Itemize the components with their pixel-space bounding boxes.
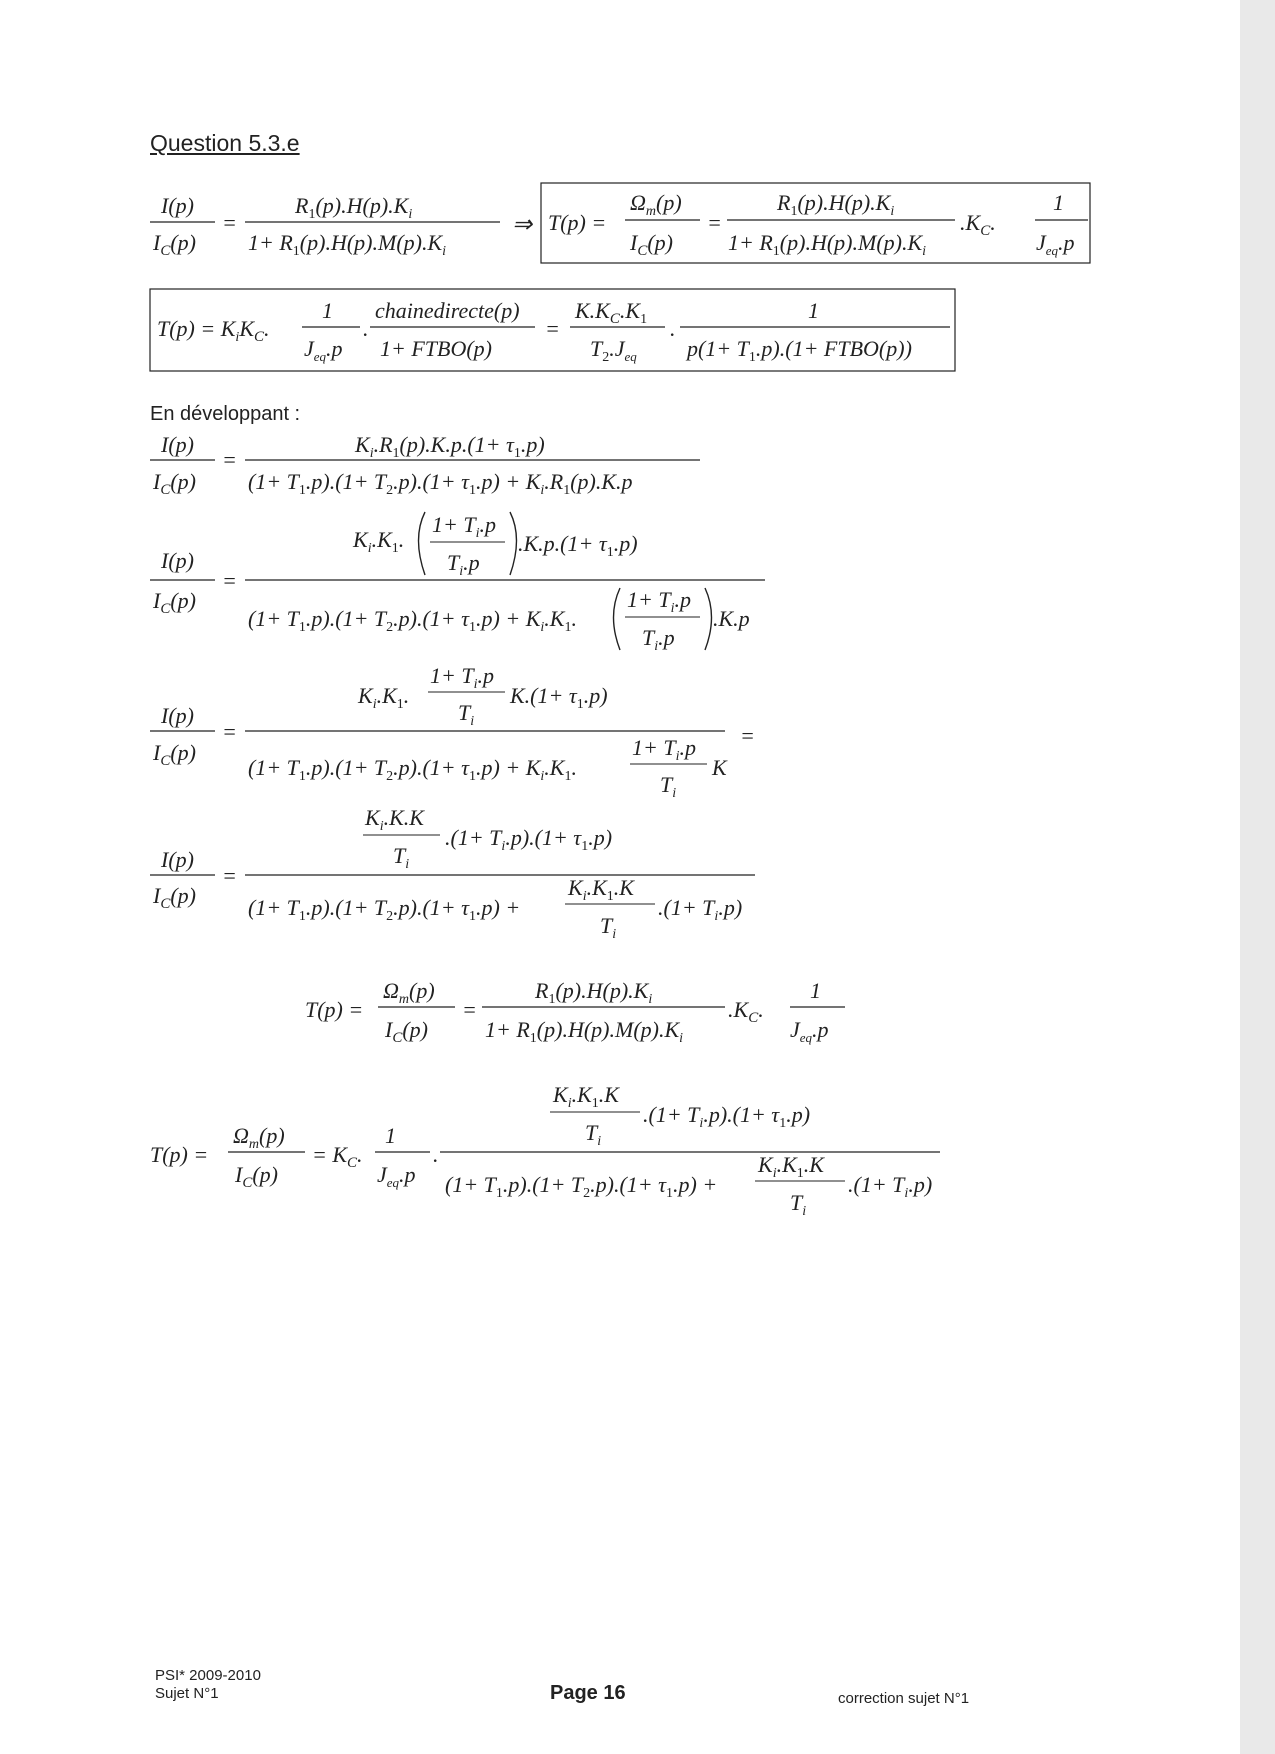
svg-text:1: 1 — [808, 298, 819, 323]
svg-text:(1+ T1.p).(1+ T2.p).(1+ τ1.p): $(1+ T_1.p).(1+ T_2.p).(1+ \tau_1.p) + K_i.R_1(p).K.p$ — [248, 469, 633, 498]
footer-right: correction sujet N°1 — [838, 1690, 970, 1707]
svg-text:Ki.K1.K: $K_i.K_1.K$ — [568, 875, 634, 904]
svg-text:Ti.p: $T_i.p$ — [642, 625, 675, 654]
svg-text:Ki.K.K: $K_i.K.K$ — [365, 805, 424, 834]
equation-7 — [150, 805, 755, 942]
svg-text:I(p): I(p) — [161, 548, 194, 573]
svg-text:.K.p.(1+ τ1.p): $.K.p.(1+ \tau_1.p)$ — [518, 531, 638, 560]
svg-text:R1(p).H(p).Ki: $R_1(p).H(p).K_i$ — [535, 978, 653, 1007]
question-heading: Question 5.3.e — [150, 130, 300, 156]
equation-3 — [157, 298, 950, 365]
svg-text:=: = — [222, 210, 237, 235]
svg-text:1+ R1(p).H(p).M(p).Ki: $1+ R_1(p).H(p).M(p).K_i$ — [485, 1017, 684, 1046]
e1-lhs-num: I(p) — [161, 193, 194, 218]
footer-course: PSI* 2009-2010 — [155, 1667, 261, 1684]
svg-text:=: = — [222, 447, 237, 472]
svg-text:=: = — [222, 719, 237, 744]
svg-text:.: . — [433, 1142, 439, 1167]
footer-left — [155, 1667, 261, 1703]
svg-text:=: = — [222, 568, 237, 593]
equation-6 — [150, 663, 755, 801]
svg-text:Ti: $T_i$ — [790, 1190, 807, 1219]
svg-text:Ti: $T_i$ — [660, 772, 677, 801]
svg-text:(1+ T1.p).(1+ T2.p).(1+ τ1.p): $(1+ T_1.p).(1+ T_2.p).(1+ \tau_1.p)$ + — [445, 1172, 718, 1201]
svg-text:I(p): I(p) — [161, 703, 194, 728]
svg-text:1: 1 — [1053, 190, 1064, 215]
equation-2 — [548, 190, 1088, 259]
equation-9 — [150, 1082, 940, 1219]
svg-text:1+ Ti.p: $1+ T_i.p$ — [432, 512, 496, 541]
svg-text:1+ Ti.p: $1+ T_i.p$ — [430, 663, 494, 692]
svg-text:I(p): I(p) — [161, 847, 194, 872]
svg-text:.KC.: $.K_C$. — [728, 997, 764, 1026]
svg-text:.: . — [363, 316, 369, 341]
svg-text:=: = — [462, 997, 477, 1022]
svg-text:IC(p): $I_C(p)$ — [385, 1017, 428, 1046]
svg-text:IC(p): $I_C(p)$ — [153, 883, 196, 912]
footer-subject: Sujet N°1 — [155, 1685, 219, 1702]
svg-text:.(1+ Ti.p): $.(1+ T_i.p)$ — [848, 1172, 933, 1201]
implies-arrow: ⇒ — [512, 212, 533, 238]
e1-rhs-num: $R_1(p).H(p).K_i$ — [295, 193, 413, 222]
svg-text:Ti: $T_i$ — [585, 1120, 602, 1149]
svg-text:IC(p): $I_C(p)$ — [153, 469, 196, 498]
svg-text:chainedirecte(p): chainedirecte(p) — [375, 298, 520, 323]
svg-text:T2.Jeq: $T_2.J_{eq}$ — [590, 336, 637, 365]
svg-text:.KC.: $.K_C$. — [960, 210, 996, 239]
svg-text:1: 1 — [385, 1123, 396, 1148]
svg-text:Ti.p: $T_i.p$ — [447, 550, 480, 579]
svg-text:Ti: $T_i$ — [600, 913, 617, 942]
svg-text:(1+ T1.p).(1+ T2.p).(1+ τ1.p): $(1+ T_1.p).(1+ T_2.p).(1+ \tau_1.p)$ + — [248, 895, 521, 924]
svg-text:1+ FTBO(p): 1+ FTBO(p) — [380, 336, 492, 361]
svg-text:(1+ T1.p).(1+ T2.p).(1+ τ1.p): $(1+ T_1.p).(1+ T_2.p).(1+ \tau_1.p) + K_i.K_1$. — [248, 755, 577, 784]
svg-text:I(p): I(p) — [161, 432, 194, 457]
svg-text:1+ R1(p).H(p).M(p).Ki: $1+ R_1(p).H(p).M(p).K_i$ — [248, 230, 447, 259]
svg-text:Ωm(p): $\Omega_m(p)$ — [383, 978, 435, 1007]
intro-text: En développant : — [150, 403, 301, 425]
svg-text:.(1+ Ti.p).(1+ τ1.p): $.(1+ T_i.p).(1+ \tau_1.p)$ — [445, 825, 613, 854]
svg-text:K: K — [712, 755, 727, 780]
svg-text:=: = — [222, 863, 237, 888]
svg-text:Ki.K1.: $K_i.K_1$. — [358, 683, 410, 712]
svg-text:.(1+ Ti.p).(1+ τ1.p): $.(1+ T_i.p).(1+ \tau_1.p)$ — [643, 1102, 811, 1131]
svg-text:Ti: $T_i$ — [458, 700, 475, 729]
svg-text:T(p) = KiKC.: $T(p) = K_iK_C$. — [157, 316, 270, 345]
svg-text:T(p) =: T(p) = — [150, 1142, 209, 1167]
svg-text:IC(p): $I_C(p)$ — [630, 230, 673, 259]
svg-text:Ki.R1(p).K.p.(1+ τ1.p): $K_i.R_1(p).K.p.(1+ \tau_1.p)$ — [355, 432, 545, 461]
svg-text:K.(1+ τ1.p): $K.(1+ \tau_1.p)$ — [510, 683, 608, 712]
svg-text:Ki.K1.K: $K_i.K_1.K$ — [553, 1082, 619, 1111]
svg-text:1: 1 — [322, 298, 333, 323]
svg-text:.K.p: .K.p — [713, 606, 750, 631]
svg-text:Jeq.p: $J_{eq}.p$ — [1036, 230, 1075, 258]
svg-text:.: . — [670, 316, 676, 341]
equal-sign: = — [740, 723, 755, 748]
svg-text:Ti: $T_i$ — [393, 843, 410, 872]
svg-text:p(1+ T1.p).(1+ FTBO(p)): $p(1+ T_1.p).(1+$ FTBO(p)) — [687, 336, 912, 365]
equation-4 — [150, 432, 700, 498]
equation-5 — [150, 512, 765, 654]
svg-text:K.KC.K1: $K.K_C.K_1$ — [575, 298, 648, 327]
svg-text:Ωm(p): $\Omega_m(p)$ — [630, 190, 682, 219]
equation-1 — [150, 193, 533, 259]
svg-text:1+ Ti.p: $1+ T_i.p$ — [632, 735, 696, 764]
svg-text:=: = — [707, 210, 722, 235]
e1-lhs-den: $I_C(p)$ — [153, 230, 196, 259]
svg-text:(1+ T1.p).(1+ T2.p).(1+ τ1.p): $(1+ T_1.p).(1+ T_2.p).(1+ \tau_1.p) + K_i.K_1$. — [248, 606, 577, 635]
equation-8 — [305, 978, 845, 1046]
svg-text:T(p) =: T(p) = — [548, 210, 607, 235]
page-number: Page 16 — [550, 1682, 626, 1704]
svg-text:= KC.: = $K_C$. — [312, 1142, 363, 1171]
svg-text:1+ R1(p).H(p).M(p).Ki: $1+ R_1(p).H(p).M(p).K_i$ — [728, 230, 927, 259]
svg-text:Ki.K1.K: $K_i.K_1.K$ — [758, 1152, 824, 1181]
svg-text:Ki.K1.: $K_i.K_1$. — [353, 527, 405, 556]
svg-text:1: 1 — [810, 978, 821, 1003]
svg-text:.(1+ Ti.p): $.(1+ T_i.p)$ — [658, 895, 743, 924]
svg-text:IC(p): $I_C(p)$ — [153, 588, 196, 617]
svg-text:Jeq.p: $J_{eq}.p$ — [377, 1162, 416, 1190]
svg-text:1+ Ti.p: $1+ T_i.p$ — [627, 587, 691, 616]
svg-text:IC(p): $I_C(p)$ — [153, 740, 196, 769]
svg-text:Jeq.p: $J_{eq}.p$ — [790, 1017, 829, 1045]
svg-text:=: = — [545, 316, 560, 341]
svg-text:T(p) =: T(p) = — [305, 997, 364, 1022]
svg-text:R1(p).H(p).Ki: $R_1(p).H(p).K_i$ — [777, 190, 895, 219]
svg-text:IC(p): $I_C(p)$ — [235, 1162, 278, 1191]
svg-text:Jeq.p: $J_{eq}.p$ — [304, 336, 343, 364]
svg-text:Ωm(p): $\Omega_m(p)$ — [233, 1123, 285, 1152]
